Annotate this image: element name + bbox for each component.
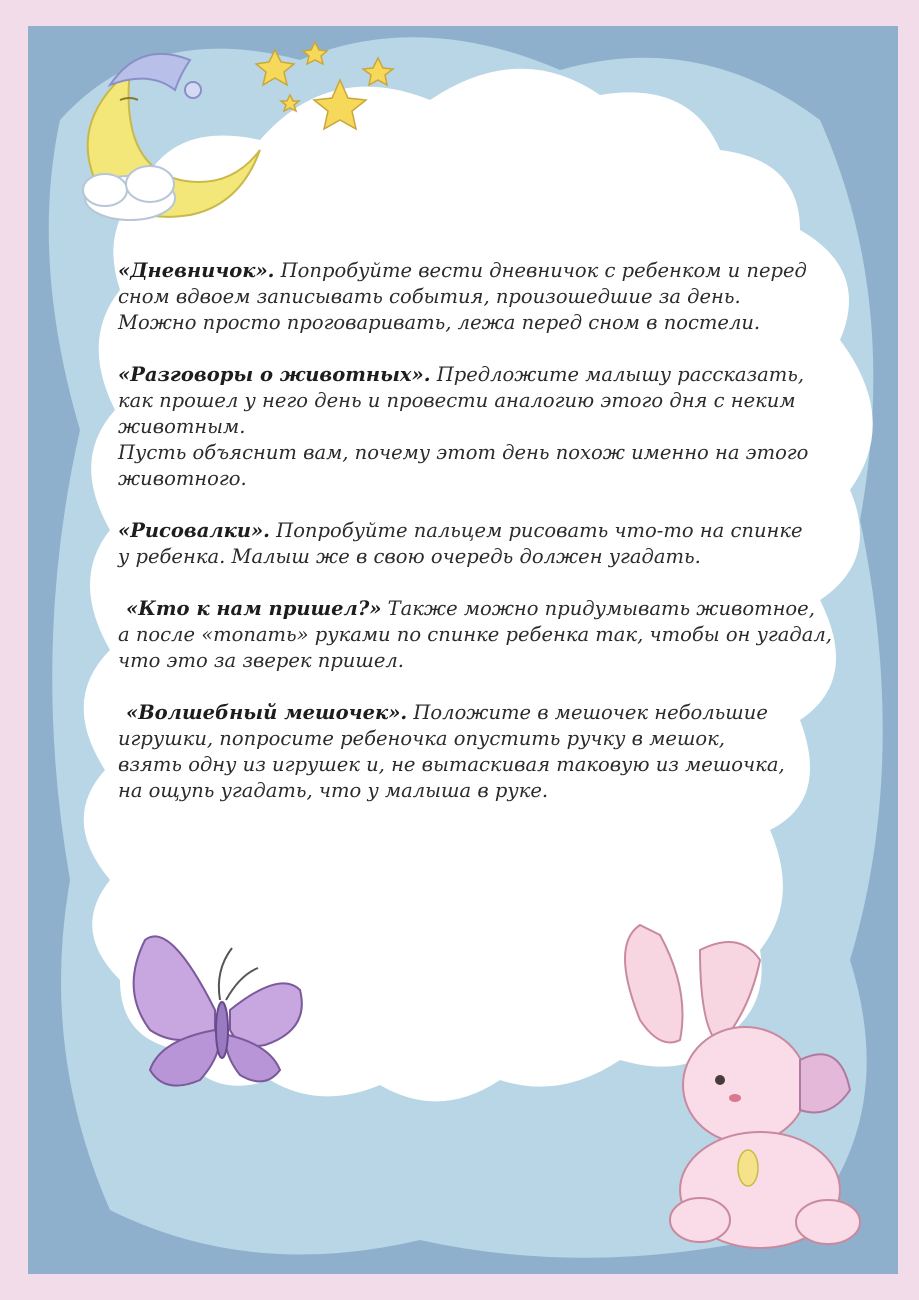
tip-title: «Волшебный мешочек». — [126, 701, 408, 724]
tip-text: что это за зверек пришел. — [118, 649, 404, 672]
tip-paragraph — [118, 700, 878, 804]
tip-text: животным. — [118, 415, 246, 438]
tip-paragraph — [118, 362, 878, 492]
tip-text: Положите в мешочек небольшие — [407, 701, 768, 724]
tip-title: «Разговоры о животных». — [118, 363, 431, 386]
tip-title: «Кто к нам пришел?» — [126, 597, 382, 620]
tip-text: на ощупь угадать, что у малыша в руке. — [118, 779, 549, 802]
tip-title: «Рисовалки». — [118, 519, 270, 542]
tip-text: сном вдвоем записывать события, произошедшие за день. — [118, 285, 741, 308]
tip-text: Также можно придумывать животное, — [381, 597, 815, 620]
tip-paragraph — [118, 258, 878, 336]
tip-title: «Дневничок». — [118, 259, 275, 282]
small-cloud-icon — [83, 166, 175, 220]
tip-text: игрушки, попросите ребеночка опустить ручку в мешок, — [118, 727, 725, 750]
tip-text: животного. — [118, 467, 247, 490]
tip-text: Попробуйте вести дневничок с ребенком и перед — [274, 259, 807, 282]
tip-text: у ребенка. Малыш же в свою очередь должен угадать. — [118, 545, 701, 568]
tip-text: Пусть объяснит вам, почему этот день похож именно на этого — [118, 441, 809, 464]
tip-text: а после «топать» руками по спинке ребенка так, чтобы он угадал, — [118, 623, 832, 646]
tip-paragraph — [118, 596, 878, 674]
tip-paragraph — [118, 518, 878, 570]
tip-text: Попробуйте пальцем рисовать что-то на спинке — [269, 519, 803, 542]
tip-text: Предложите малышу рассказать, — [430, 363, 805, 386]
tip-text: как прошел у него день и провести аналогию этого дня с неким — [118, 389, 796, 412]
tip-text: взять одну из игрушек и, не вытаскивая таковую из мешочка, — [118, 753, 785, 776]
tip-text: Можно просто проговаривать, лежа перед сном в постели. — [118, 311, 761, 334]
tips-content — [118, 258, 878, 830]
